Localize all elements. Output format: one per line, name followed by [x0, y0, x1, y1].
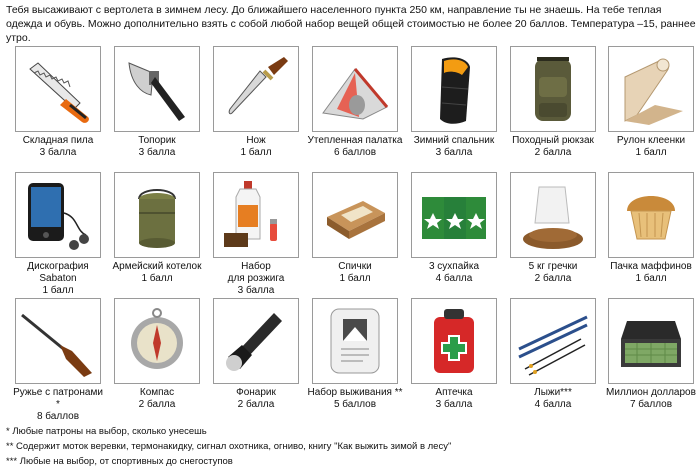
item-sabaton[interactable] [10, 172, 106, 297]
item-name: Складная пила [22, 135, 94, 146]
item-name: 5 кг гречки [528, 261, 578, 272]
matches-icon [313, 173, 397, 257]
oilcloth-roll-icon [609, 47, 693, 131]
item-survival-kit[interactable] [307, 298, 403, 411]
item-image [312, 172, 398, 258]
folding-saw-icon [16, 47, 100, 131]
item-name: Походный рюкзак [512, 135, 594, 146]
ration-packs-icon [412, 173, 496, 257]
item-shotgun[interactable] [10, 298, 106, 423]
item-image [15, 298, 101, 384]
item-image [15, 172, 101, 258]
item-name: Утепленная палатка [307, 135, 403, 146]
item-points: 1 балл [339, 273, 371, 284]
item-points: 6 баллов [333, 147, 377, 158]
item-name: Армейский котелок [112, 261, 202, 272]
item-matches[interactable] [307, 172, 403, 285]
item-points: 1 балл [635, 147, 667, 158]
item-first-aid[interactable] [406, 298, 502, 411]
item-points: 2 балла [138, 399, 176, 410]
item-folding-saw[interactable] [10, 46, 106, 159]
footnote-2: ** Содержит моток веревки, термонакидку, сигнал охотника, огниво, книгу "Как выжить зимой в лесу" [6, 441, 452, 452]
item-name: Дискография Sabaton [27, 261, 89, 284]
item-hatchet[interactable] [109, 46, 205, 159]
item-points: 3 балла [138, 147, 176, 158]
backpack-icon [511, 47, 595, 131]
item-points: 1 балл [141, 273, 173, 284]
item-points: 2 балла [534, 147, 572, 158]
item-image [114, 46, 200, 132]
item-image [608, 298, 694, 384]
shotgun-icon [16, 299, 100, 383]
item-image [312, 46, 398, 132]
item-points: 8 баллов [36, 411, 80, 422]
item-points: 4 балла [435, 273, 473, 284]
army-pot-icon [115, 173, 199, 257]
item-image [213, 172, 299, 258]
item-points: 1 балл [635, 273, 667, 284]
intro-text: Тебя высаживают с вертолета в зимнем лесу. До ближайшего населенного пункта 250 км, направление ты не знаешь. На тебе теплая одежда и обувь. Можно дополнительно взять с собой любой набор вещей общей стоимостью не более 20 баллов. Температура –15, раннее утро. [6, 4, 696, 44]
item-image [510, 298, 596, 384]
item-image [114, 172, 200, 258]
item-name: Фонарик [236, 387, 276, 398]
item-army-pot[interactable] [109, 172, 205, 285]
item-points: 4 балла [534, 399, 572, 410]
item-image [213, 46, 299, 132]
item-image [411, 46, 497, 132]
first-aid-icon [412, 299, 496, 383]
skis-icon [511, 299, 595, 383]
item-points: 5 баллов [333, 399, 377, 410]
item-points: 3 балла [435, 147, 473, 158]
item-name: Зимний спальник [413, 135, 495, 146]
sleeping-bag-icon [412, 47, 496, 131]
item-name: Ружье с патронами * [13, 387, 103, 410]
flashlight-icon [214, 299, 298, 383]
item-points: 2 балла [237, 399, 275, 410]
item-points: 3 балла [39, 147, 77, 158]
item-image [312, 298, 398, 384]
hatchet-icon [115, 47, 199, 131]
item-name: Рулон клеенки [616, 135, 686, 146]
item-image [213, 298, 299, 384]
item-image [510, 172, 596, 258]
fire-kit-icon [214, 173, 298, 257]
item-name: Компас [139, 387, 175, 398]
item-points: 1 балл [240, 147, 272, 158]
footnote-3: *** Любые на выбор, от спортивных до снегоступов [6, 456, 233, 467]
footnote-1: * Любые патроны на выбор, сколько унесешь [6, 426, 207, 437]
item-name: Нож [246, 135, 266, 146]
item-name: 3 сухпайка [428, 261, 480, 272]
knife-icon [214, 47, 298, 131]
item-points: 1 балл [42, 285, 74, 296]
muffin-icon [609, 173, 693, 257]
item-image [510, 46, 596, 132]
item-name: Спички [338, 261, 372, 272]
item-fire-kit[interactable] [208, 172, 304, 297]
item-name: Лыжи*** [534, 387, 572, 398]
item-name: Набор для розжига [227, 261, 285, 284]
item-backpack[interactable] [505, 46, 601, 159]
item-points: 2 балла [534, 273, 572, 284]
item-image [608, 172, 694, 258]
item-knife[interactable] [208, 46, 304, 159]
item-buckwheat[interactable] [505, 172, 601, 285]
mp3-player-icon [16, 173, 100, 257]
money-case-icon [609, 299, 693, 383]
tent-icon [313, 47, 397, 131]
compass-icon [115, 299, 199, 383]
item-name: Топорик [138, 135, 176, 146]
item-points: 7 баллов [629, 399, 673, 410]
survival-kit-icon [313, 299, 397, 383]
item-image [411, 298, 497, 384]
item-tent[interactable] [307, 46, 403, 159]
item-name: Набор выживания ** [307, 387, 403, 398]
item-sleeping-bag[interactable] [406, 46, 502, 159]
item-image [114, 298, 200, 384]
item-name: Миллион долларов [606, 387, 696, 398]
item-million-dollars[interactable] [603, 298, 699, 411]
item-image [608, 46, 694, 132]
item-image [15, 46, 101, 132]
item-image [411, 172, 497, 258]
item-oilcloth-roll[interactable] [603, 46, 699, 159]
item-compass[interactable] [109, 298, 205, 411]
item-muffins[interactable] [603, 172, 699, 285]
item-skis[interactable] [505, 298, 601, 411]
buckwheat-sack-icon [511, 173, 595, 257]
item-name: Пачка маффинов [610, 261, 692, 272]
item-name: Аптечка [435, 387, 473, 398]
item-ration-packs[interactable] [406, 172, 502, 285]
item-points: 3 балла [237, 285, 275, 296]
item-points: 3 балла [435, 399, 473, 410]
item-flashlight[interactable] [208, 298, 304, 411]
